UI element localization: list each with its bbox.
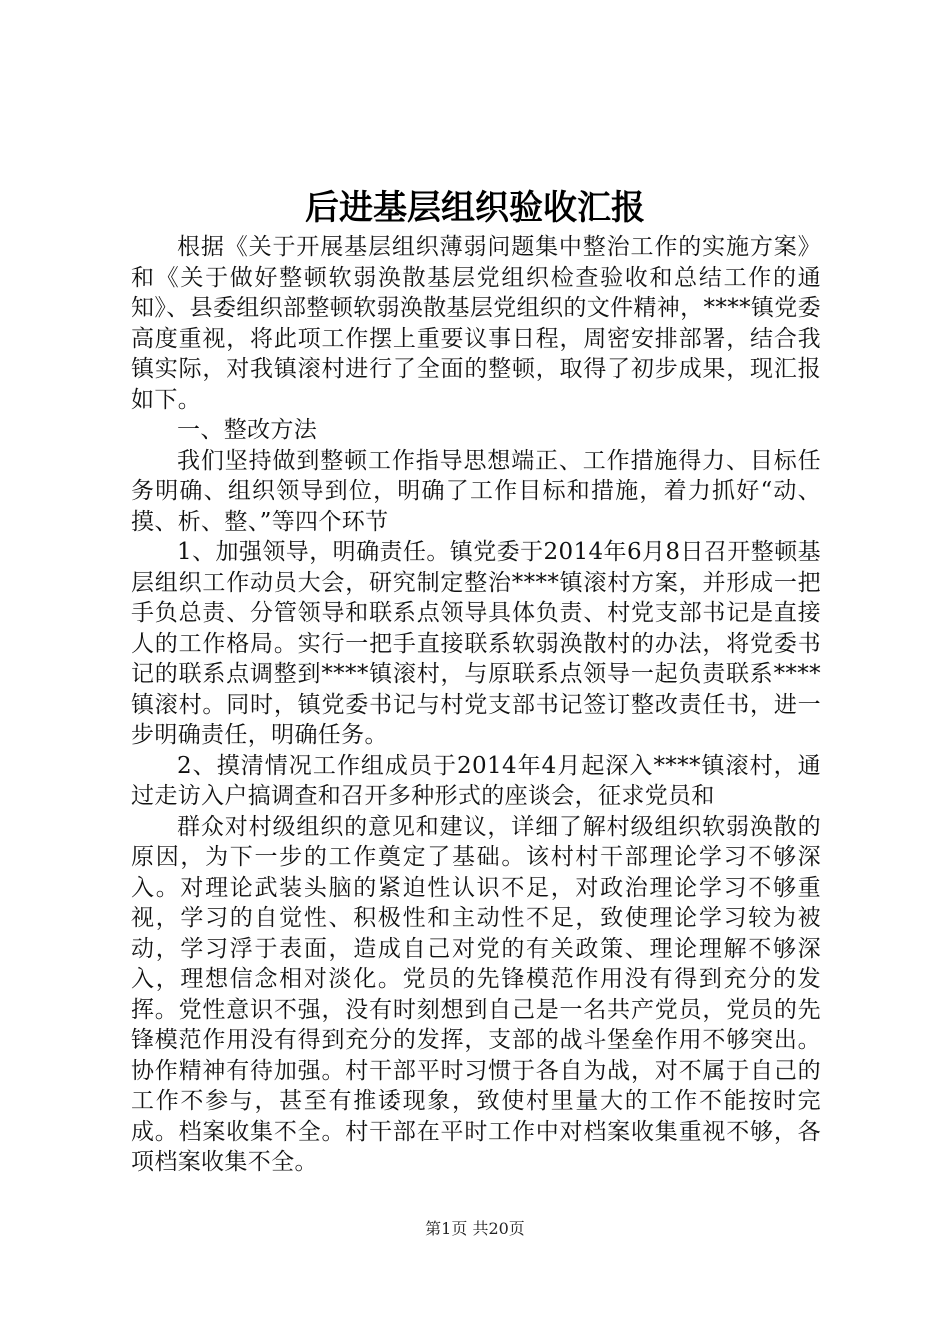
paragraph-item-2: 2、摸清情况工作组成员于2014年4月起深入****镇滚村，通过走访入户搞调查和召开多种形式的座谈会，征求党员和	[131, 752, 821, 809]
page-footer: 第1页 共20页	[425, 1219, 525, 1238]
section-heading: 一、整改方法	[177, 417, 318, 443]
paragraph-intro: 根据《关于开展基层组织薄弱问题集中整治工作的实施方案》和《关于做好整顿软弱涣散基层党组织检查验收和总结工作的通知》、县委组织部整顿软弱涣散基层党组织的文件精神，****镇党委高度重视，将此项工作摆上重要议事日程，周密安排部署，结合我镇实际，对我镇滚村进行了全面的整顿，取得了初步成果，现汇报如下。	[131, 234, 821, 413]
document-title: 后进基层组织验收汇报	[305, 188, 645, 228]
paragraph-item-1: 1、加强领导，明确责任。镇党委于2014年6月8日召开整顿基层组织工作动员大会，研究制定整治****镇滚村方案，并形成一把手负总责、分管领导和联系点领导具体负责、村党支部书记是直接人的工作格局。实行一把手直接联系软弱涣散村的办法，将党委书记的联系点调整到****镇滚村，与原联系点领导一起负责联系****镇滚村。同时，镇党委书记与村党支部书记签订整改责任书，进一步明确责任，明确任务。	[131, 539, 821, 748]
document-body	[131, 232, 821, 1178]
paragraph-method: 我们坚持做到整顿工作指导思想端正、工作措施得力、目标任务明确、组织领导到位，明确了工作目标和措施，着力抓好“动、摸、析、整、”等四个环节	[131, 447, 821, 535]
paragraph-continued: 群众对村级组织的意见和建议，详细了解村级组织软弱涣散的原因，为下一步的工作奠定了基础。该村村干部理论学习不够深入。对理论武装头脑的紧迫性认识不足，对政治理论学习不够重视，学习的自觉性、积极性和主动性不足，致使理论学习较为被动，学习浮于表面，造成自己对党的有关政策、理论理解不够深入，理想信念相对淡化。党员的先锋模范作用没有得到充分的发挥。党性意识不强，没有时刻想到自己是一名共产党员，党员的先锋模范作用没有得到充分的发挥，支部的战斗堡垒作用不够突出。协作精神有待加强。村干部平时习惯于各自为战，对不属于自己的工作不参与，甚至有推诿现象，致使村里量大的工作不能按时完成。档案收集不全。村干部在平时工作中对档案收集重视不够，各项档案收集不全。	[131, 813, 821, 1175]
